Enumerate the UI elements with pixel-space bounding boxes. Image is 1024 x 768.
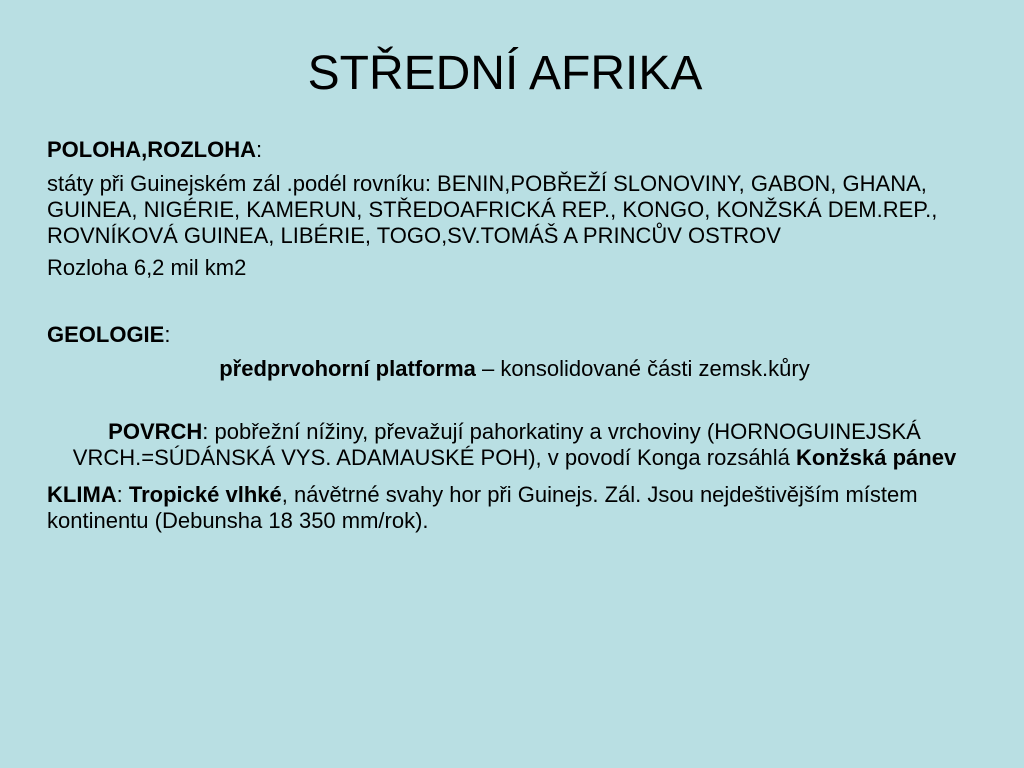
poloha-label: POLOHA,ROZLOHA [47, 137, 256, 162]
states-paragraph: státy při Guinejském zál .podél rovníku: BENIN,POBŘEŽÍ SLONOVINY, GABON, GHANA, GUINEA, NIGÉRIE, KAMERUN, STŘEDOAFRICKÁ REP., KONGO, KONŽSKÁ DEM.REP., ROVNÍKOVÁ GUINEA, LIBÉRIE, TOGO,SV.TOMÁŠ A PRINCŮV OSTROV [47, 171, 938, 248]
platform-paragraph [47, 356, 982, 382]
klima-paragraph [47, 482, 982, 534]
platform-text: – konsolidované části zemsk.kůry [475, 356, 810, 381]
slide-title: STŘEDNÍ AFRIKA [307, 47, 703, 100]
povrch-paragraph [47, 419, 982, 471]
povrch-text: : pobřežní nížiny, převažují pahorkatiny a vrchoviny (HORNOGUINEJSKÁ VRCH.=SÚDÁNSKÁ VYS. ADAMAUSKÉ POH), v povodí Konga rozsáhlá [72, 419, 921, 470]
poloha-heading [47, 137, 982, 163]
platform-bold-text: předprvohorní platforma [219, 356, 476, 381]
geologie-label: GEOLOGIE [47, 322, 165, 347]
klima-label: KLIMA [47, 482, 117, 507]
povrch-label: POVRCH [108, 419, 203, 444]
klima-text: , návětrné svahy hor při Guinejs. Zál. Jsou nejdeštivějším místem kontinentu (Debunsha 18 350 mm/rok). [47, 482, 918, 533]
poloha-label-suffix: : [256, 137, 263, 162]
geologie-label-suffix: : [164, 322, 171, 347]
geologie-heading [47, 322, 982, 348]
slide-body [47, 137, 982, 534]
klima-separator: : [116, 482, 129, 507]
klima-type-bold: Tropické vlhké [128, 482, 282, 507]
basin-bold-text: Konžská pánev [796, 445, 957, 470]
area-paragraph: Rozloha 6,2 mil km2 [47, 255, 247, 280]
